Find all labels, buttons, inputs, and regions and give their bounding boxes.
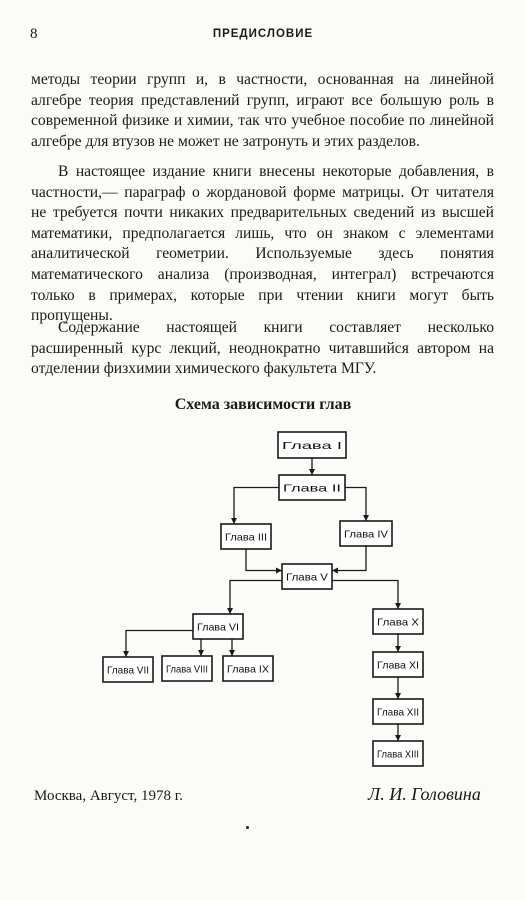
chapter-label: Глава V (286, 571, 328, 584)
chapter-label: Глава VIII (166, 663, 208, 676)
paragraph-additions: В настоящее издание книги внесены некоторые добавления, в частности,— параграф о жордановой форме матрицы. От читателя не требуется почти никаких предварительных сведений из высшей математики, предполагается лишь, что он знаком с элементами аналитической геометрии. Используемые здесь понятия математического анализа (производная, интеграл) встречаются только в примерах, которые при чтении книги могут быть пропущены. (31, 163, 494, 325)
arrowhead-ch6-ch8 (198, 650, 204, 656)
arrowhead-ch2-ch3 (231, 518, 237, 524)
arrowhead-ch11-ch12 (395, 693, 401, 699)
edge-ch2-ch4 (345, 488, 366, 522)
place-and-date: Москва, Август, 1978 г. (34, 788, 183, 804)
chapter-label: Глава XII (377, 706, 419, 719)
chapter-label: Глава IV (344, 528, 388, 541)
chapter-node-ch5 (282, 564, 332, 589)
chapter-label: Глава XI (377, 659, 419, 672)
print-speck (246, 826, 249, 829)
arrowhead-ch12-ch13 (395, 735, 401, 741)
arrowhead-ch1-ch2 (309, 469, 315, 475)
arrowhead-ch6-ch9 (229, 650, 235, 656)
edge-ch5-ch10 (332, 581, 398, 610)
chapter-label: Глава XIII (377, 748, 419, 761)
arrowhead-ch5-ch6 (227, 608, 233, 614)
chapter-node-ch4 (340, 521, 392, 546)
running-head: ПРЕДИСЛОВИЕ (212, 28, 314, 40)
edge-ch5-ch6 (230, 581, 282, 615)
chapter-label: Глава III (225, 531, 267, 544)
arrowhead-ch3-ch5 (276, 568, 282, 574)
chapter-label: Глава VII (107, 664, 149, 677)
paragraph-course-content: Содержание настоящей книги составляет несколько расширенный курс лекций, неоднократно читавшийся автором на отделении физхимии химического факультета МГУ. (31, 319, 494, 378)
chapter-node-ch10 (373, 609, 423, 634)
chapter-node-ch8 (162, 656, 212, 681)
chapter-node-ch9 (223, 656, 273, 681)
chapter-node-ch12 (373, 699, 423, 724)
arrowhead-ch4-ch5 (332, 568, 338, 574)
arrowhead-ch6-ch7 (123, 651, 129, 657)
chapter-node-ch1 (278, 432, 346, 458)
edge-ch3-ch5 (246, 549, 282, 571)
chapter-label: Глава VI (197, 621, 239, 634)
chapter-node-ch11 (373, 652, 423, 677)
chapter-label: Глава X (377, 616, 419, 629)
edge-ch2-ch3 (234, 488, 279, 525)
author-signature: Л. И. Головина (368, 784, 481, 804)
edge-ch4-ch5 (332, 546, 366, 571)
chapter-node-ch7 (103, 657, 153, 682)
arrowhead-ch2-ch4 (363, 515, 369, 521)
chapter-label: Глава II (283, 482, 341, 495)
chapter-label: Глава IX (227, 663, 269, 676)
chapter-node-ch2 (279, 475, 345, 500)
edge-ch6-ch7 (126, 631, 193, 658)
chapter-node-ch13 (373, 741, 423, 766)
arrowhead-ch5-ch10 (395, 603, 401, 609)
chapter-node-ch3 (221, 524, 271, 549)
chapter-node-ch6 (193, 614, 243, 639)
chapter-label: Глава I (282, 440, 342, 452)
paragraph-continuation: методы теории групп и, в частности, основанная на линейной алгебре теория представлений групп, играют все большую роль в современной физике и химии, так что учебное пособие по линейной алгебре для втузов не может не затронуть и этих разделов. (31, 71, 494, 150)
page-number: 8 (30, 26, 38, 42)
scheme-title: Схема зависимости глав (174, 396, 352, 413)
arrowhead-ch10-ch11 (395, 646, 401, 652)
